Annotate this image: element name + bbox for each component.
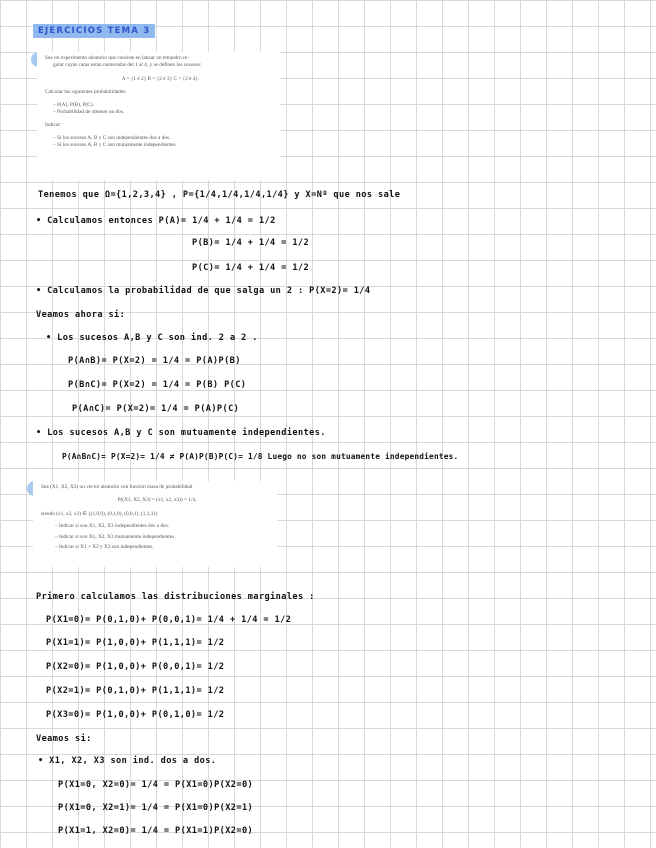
problem-2-line: P((X1, X2, X3) = (x1, x2, x3)) = 1/4,: [117, 497, 197, 504]
problem-1-line: A = {1 é 2} B = {2 é 3} C = {2 é 4}.: [121, 75, 200, 82]
handwritten-line: • Los sucesos A,B y C son mutuamente independientes.: [36, 428, 326, 438]
handwritten-line: • Calculamos la probabilidad de que salga un 2 : P(X=2)= 1/4: [36, 286, 371, 296]
handwritten-line: P(A∩C)= P(X=2)= 1/4 = P(A)P(C): [72, 404, 240, 414]
problem-1-line: Sea un experimento aleatorio que consiste en lanzar un tetraedro re-: [45, 55, 189, 61]
problem-1-line: – Probabilidad de obtener un dos.: [53, 109, 125, 116]
handwritten-line: P(B)= 1/4 + 1/4 = 1/2: [192, 238, 310, 248]
problem-2-statement: [33, 481, 277, 567]
problem-2-line: siendo (x1, x2, x3) ∈ {(1,0,0), (0,1,0), (0,0,1), (1,1,1)}: [41, 510, 158, 517]
handwritten-line: P(X2=1)= P(0,1,0)+ P(1,1,1)= 1/2: [46, 686, 225, 696]
problem-1-line: – P(A), P(B), P(C).: [53, 101, 94, 108]
handwritten-line: • Los sucesos A,B y C son ind. 2 a 2 .: [46, 333, 258, 343]
handwritten-line: Veamos ahora si:: [36, 310, 126, 320]
handwritten-line: P(X1=0, X2=0)= 1/4 = P(X1=0)P(X2=0): [58, 780, 254, 790]
handwritten-line: • Calculamos entonces P(A)= 1/4 + 1/4 = 1/2: [36, 216, 276, 226]
handwritten-line: Veamos si:: [36, 734, 92, 744]
page-title: EJERCICIOS TEMA 3: [33, 24, 155, 38]
handwritten-line: P(X1=0, X2=1)= 1/4 = P(X1=0)P(X2=1): [58, 803, 254, 813]
handwritten-line: P(X2=0)= P(1,0,0)+ P(0,0,1)= 1/2: [46, 662, 225, 672]
problem-1-statement: [37, 52, 280, 180]
handwritten-line: P(A∩B)= P(X=2) = 1/4 = P(A)P(B): [68, 356, 241, 366]
problem-1-line: gular cuyas caras están numeradas del 1 al 4, y se definen los sucesos:: [53, 62, 202, 69]
problem-1-line: – Si los sucesos A, B y C son independientes dos a dos.: [53, 134, 171, 141]
handwritten-line: P(X1=1)= P(1,0,0)+ P(1,1,1)= 1/2: [46, 638, 225, 648]
handwritten-line: Primero calculamos las distribuciones marginales :: [36, 592, 315, 602]
handwritten-line: P(X1=1, X2=0)= 1/4 = P(X1=1)P(X2=0): [58, 826, 254, 836]
handwritten-line: P(A∩B∩C)= P(X=2)= 1/4 ≠ P(A)P(B)P(C)= 1/8 Luego no son mutuamente independientes.: [62, 452, 459, 461]
problem-2-line: Sea (X1, X2, X3) un vector aleatorio con función masa de probabilidad: [41, 484, 193, 490]
problem-2-line: – Indicar si son X1, X2, X3 mutuamente independientes.: [55, 533, 176, 540]
problem-2-line: – Indicar si son X1, X2, X3 independientes dos a dos.: [55, 523, 170, 530]
handwritten-line: P(C)= 1/4 + 1/4 = 1/2: [192, 263, 310, 273]
handwritten-line: P(B∩C)= P(X=2) = 1/4 = P(B) P(C): [68, 380, 247, 390]
handwritten-line: P(X1=0)= P(0,1,0)+ P(0,0,1)= 1/4 + 1/4 = 1/2: [46, 615, 292, 625]
problem-1-line: Calcular las siguientes probabilidades:: [45, 89, 127, 96]
handwritten-line: P(X3=0)= P(1,0,0)+ P(0,1,0)= 1/2: [46, 710, 225, 720]
problem-2-line: – Indicar si X1 + X2 y X3 son independientes.: [55, 544, 154, 551]
problem-1-line: – Si los sucesos A, B y C son mutuamente independientes: [53, 142, 176, 149]
handwritten-line: • X1, X2, X3 son ind. dos a dos.: [38, 756, 217, 766]
handwritten-line: Tenemos que Ω={1,2,3,4} , P={1/4,1/4,1/4,1/4} y X=Nº que nos sale: [38, 190, 401, 200]
problem-1-line: Indicar:: [45, 122, 62, 129]
